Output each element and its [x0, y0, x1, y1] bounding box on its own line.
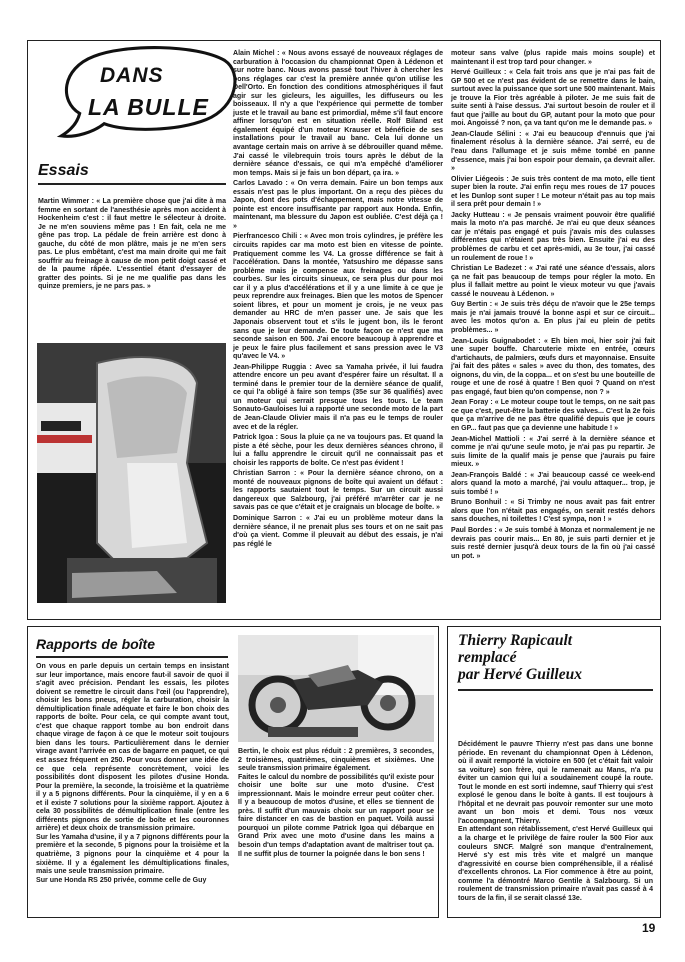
racing-boots-photo — [37, 343, 226, 603]
speech-bubble-icon — [52, 42, 238, 140]
paragraph: Christian Sarron : « Pour la dernière séance chrono, on a monté de nouveaux pignons de boîte qui avaient un défaut : les rapports sautaient tout le temps. Sur un circuit aussi dangereux que Salzbourg, j'ai préféré m'arrêter car je ne savais pas ce que c'était et je craignais un blocage de boîte. » — [233, 470, 443, 512]
paragraph: Jean-Michel Mattioli : « J'ai serré à la dernière séance et comme je n'ai qu'une seule moto, je n'ai pas pu repartir. Je suis limite de la qualif mais je pense que j'aurais pu faire mieux. » — [451, 435, 655, 469]
thierry-heading-line2: remplacé — [458, 649, 517, 666]
rapports-heading: Rapports de boîte — [36, 636, 156, 652]
paragraph: Pierfrancesco Chili : « Avec mon trois cylindres, je préfère les circuits rapides car ma moto est bien en vitesse de pointe. Pratiquement comme les V4. La grosse différence se fait à l'accélération. Dans la montée, Yatsushiro me dépasse sans problème mais je compense aux freinages ou dans les courbes. Sur les circuits sinueux, ce sera plus dur pour moi car il y a plus d'accélérations et il y a une limite à ce que je peux reprendre aux freinages. Bien que les motos de Spencer soient libres, et pour un moment je crois, je ne veux pas demander au HRC de m'en passer une. Je sais que les Japonais observent tout et s'ils le jugent bon, ils le feront sans que je leur demande. De toute façon ce n'est que ma seconde saison en 500. J'ai encore beaucoup à apprendre et je peux le faire plus facilement et sans pression avec le V3 qu'avec le V4. » — [233, 233, 443, 361]
motorcycle-photo — [238, 635, 434, 742]
paragraph: Dominique Sarron : « J'ai eu un problème moteur dans la dernière séance, il ne prenait plus ses tours et on ne sait pas d'où ça vient. Comme il pleuvait au début des essais, je n'ai pas réglé le — [233, 514, 443, 548]
column-1-text — [38, 198, 226, 294]
bubble-title-line1: DANS — [100, 64, 164, 87]
paragraph: Carlos Lavado : « On verra demain. Faire un bon temps aux essais n'est pas le plus important. On a reçu des pièces du Japon, dont des pots d'échappement, mais notre vitesse de pointe est encore insuffisante par rapport aux Honda. Enfin, maintenant, ma blessure du Japon est oubliée. C'est déjà ça ! » — [233, 180, 443, 230]
thierry-heading-line1: Thierry Rapicault — [458, 632, 573, 649]
heading-rule — [36, 656, 228, 658]
paragraph: moteur sans valve (plus rapide mais moins souple) et maintenant il est trop tard pour changer. » — [451, 50, 655, 66]
paragraph: Olivier Liégeois : Je suis très content de ma moto, elle tient super bien la route. J'ai enfin reçu mes roues de 17 pouces et les Dunlop sont super ! Le moteur n'était pas au top mais il sera prêt pour demain ! » — [451, 175, 655, 209]
paragraph: Paul Bordes : « Je suis tombé à Monza et normalement je ne devrais pas courir mais... En 80, je suis parti dernier et je suis resté dernier jusqu'à deux tours de la fin où j'ai cassé un pot. » — [451, 526, 655, 560]
section-heading-essais: Essais — [38, 162, 89, 179]
column-2-text — [233, 50, 443, 551]
paragraph: Jacky Hutteau : « Je pensais vraiment pouvoir être qualifié mais la moto n'a pas marché. Je n'ai eu que deux séances car je n'étais pas engagé et puis j'avais mis des culasses différentes qui n'étaient pas très bien. Ensuite j'ai eu des problèmes de carbu et cet après-midi, au 3e tour, j'ai cassé un roulement de roue ! » — [451, 211, 655, 262]
paragraph: Christian Le Badezet : « J'ai raté une séance d'essais, alors ça ne fait pas beaucoup de temps pour régler la moto. En plus il fallait mettre au point le vieux moteur vu que j'avais cassé le nouveau à Lédenon. » — [451, 265, 655, 298]
rapports-text-col1: On vous en parle depuis un certain temps en insistant sur leur importance, mais encore faut-il savoir de quoi il s'agit avec précision. Pendant les essais, les pilotes doivent se remettre le circuit dans l'œil (ou l'apprendre), choisir les bons pneus, régler la carburation, choisir la démultiplication finale adéquate et faire le bon choix des rapports de boîte. Pour cela, ce qui compte avant tout, c'est que chaque rapport tombe au bon endroit dans chaque virage de façon à ce que le moteur soit toujours bien dans les tours. Particulièrement dans le dernier virage avant l'arrivée en cas de bagarre en paquet, ce qui est assez fréquent en 250. Pour vous donner une idée de ce que cela représente concrètement, voici les possibilités dont disposent les pilotes d'usine Honda. Pour la première, la seconde, la troisième et la quatrième il y a 5 pignons différents. Pour la cinquième, il y en a 6 et il existe 7 solutions pour la sixième rapport. Ajoutez à cela 30 possibilités de démultiplication finale (entre les différents pignons de sortie de boîte et les couronnes arrière) et deux choix de transmission primaire. Sur les Yamaha d'usine, il y a 7 pignons différents pour la première et la seconde, 5 pignons pour la troisième et la quatrième, 3 pignons pour la cinquième et 4 pour la sixième. Il y a également les démultiplications finales, mais une seule transmission primaire. Sur une Honda RS 250 privée, comme celle de Guy — [36, 663, 229, 884]
paragraph: Jean-Louis Guignabodet : « Eh bien moi, hier soir j'ai fait une super bouffe. Charcuterie mixte en entrée, cœurs d'artichauts, de palmiers, œufs durs et mayonnaise. Ensuite j'ai fait des pâtes « sales » avec du thon, des tomates, des oignons, du vin, de la coppa... et on s'est bu une bouteille de rouge et une de rosé à quatre ! Ben quoi ? Quand on n'est pas engagé, faut bien qu'on compense, non ? » — [451, 337, 655, 396]
paragraph: Jean Foray : « Le moteur coupe tout le temps, on ne sait pas ce que c'est, peut-être la batterie des valves... C'est la 2e fois que ça m'arrive de ne pas être qualifié depuis que je cours en GP... faut pas que ça devienne une habitude ! » — [451, 399, 655, 432]
heading-rule — [38, 183, 226, 185]
paragraph: Martin Wimmer : « La première chose que j'ai dite à ma femme en sortant de l'anesthésie après mon accident à Hockenheim c'est : il faut mettre le sélecteur à droite. Je ne m'en souviens même pas ! En fait, cela ne me gêne pas trop. La pédale de frein arrière est donc à gauche, du côté de mon plâtre, mais je ne m'en sers pas. Le plus embêtant, c'est ma main droite qui me fait souffrir au freinage à cause de mon petit doigt cassé et de la paume râpée. L'essentiel étant d'essayer de gratter des points. Si je ne me qualifie pas dans les quinze premiers, je ne pars pas. » — [38, 198, 226, 291]
paragraph: Patrick Igoa : Sous la pluie ça ne va toujours pas. Et quand la piste a été sèche, pour les deux dernières séances chrono, il lui a fallu apprendre le circuit qu'il ne connaissait pas et choisir les rapports de boîte. Ce n'est pas évident ! — [233, 434, 443, 467]
paragraph: Guy Bertin : « Je suis très déçu de n'avoir que le 25e temps mais je n'ai jamais trouvé la bonne aspi et sur ce circuit... avec les motos qu'on a. En plus j'ai eu plein de petits problèmes... » — [451, 301, 655, 334]
paragraph: Alain Michel : « Nous avons essayé de nouveaux réglages de carburation à l'occasion du championnat Open à Lédenon et sur notre banc. Nous avons passé tout l'hiver à chercher les bons réglages car c'est la première année qu'on utilise les Dell'Orto. En fonction des conditions atmosphériques il faut agir sur les gicleurs, les aiguilles, les diffuseurs ou les boisseaux. Il n'y a que l'expérience qui permette de tomber juste et le travail au banc est primordial, même s'il faut encore affiner lorsqu'on est en situation réelle. Rolf Biland est également équipé d'un moteur Krauser et bénéficie de ses installations pour le travail au banc. Cela lui donne un avantage certain mais on arrive à se débrouiller quand même. J'ai cassé le vilebrequin trois tours après le début de la dernière séance d'essais, ce qui m'a empêché d'améliorer mon temps. Mais si je fais un bon départ, ça ira. » — [233, 50, 443, 177]
bubble-title-line2: LA BULLE — [88, 94, 209, 120]
thierry-heading — [458, 632, 653, 683]
thierry-heading-line3: par Hervé Guilleux — [458, 666, 582, 683]
column-3-text — [451, 50, 655, 563]
paragraph: Jean-Claude Sélini : « J'ai eu beaucoup d'ennuis que j'ai finalement résolus à la dernière séance. J'ai serré, eu de l'eau dans l'allumage et je suis même tombé en panne d'essence, mais j'ai bon espoir pour demain, ça devrait aller. » — [451, 130, 655, 173]
paragraph: Hervé Guilleux : « Cela fait trois ans que je n'ai pas fait de GP 500 et ce n'est pas évident de se remettre dans le bain, surtout avec la puissance que sort une 500 maintenant. Mais je trouve la Fior très agréable à piloter. Je me suis fait de suite senti à l'aise dessus. J'ai surtout besoin de rouler et il faut que j'aille au bout du GP, autant pour la moto que pour moi. Angoissé ? non, ça va tant qu'on me le demande pas. » — [451, 69, 655, 128]
paragraph: Jean-Philippe Ruggia : Avec sa Yamaha privée, il lui faudra attendre encore un peu avant d'espérer faire un résultat. Il a terminé dans le premier tour de la dernière séance de qualif, ce qui l'a obligé à faire son temps (35e sur 36 qualifiés) avec un moteur qui serrait presque tous les tours. Le team Sonauto-Gauloises lui a rapporté une seconde moto de la part de Jean-Claude Olivier mais il n'a pas eu le temps de rouler avec et de la régler. — [233, 363, 443, 431]
paragraph: Bruno Bonhuil : « Si Trimby ne nous avait pas fait entrer alors que l'on n'était pas engagés, on serait restés dehors sans douches, ni toilettes ! C'est sympa, non ! » — [451, 499, 655, 524]
page-number: 19 — [642, 921, 656, 935]
heading-rule — [458, 689, 653, 691]
rapports-text-col2: Bertin, le choix est plus réduit : 2 premières, 3 secondes, 2 troisièmes, quatrièmes, cinquièmes et sixièmes. Une seule transmission primaire également. Faites le calcul du nombre de possibilités qu'il existe pour choisir une boîte sur une moto d'usine. C'est impressionnant. Mais le moindre erreur peut coûter cher. Il y a beaucoup de motos d'usine, et elles se tiennent de près. Il suffit d'un mauvais choix sur un rapport pour se faire distancer en cas de bastion en paquet. Voilà aussi pourquoi un pilote comme Patrick Igoa qui débarque en Grand Prix avec une moto d'usine dans les mains a besoin d'un temps d'adaptation avant de maîtriser tout ça. Il ne suffit plus de tourner la poignée dans le bon sens ! — [238, 748, 434, 858]
paragraph: Jean-François Baldé : « J'ai beaucoup cassé ce week-end alors quand la moto a marché, j'ai voulu attaquer... trop, je suis tombé ! » — [451, 471, 655, 496]
thierry-text: Décidément le pauvre Thierry n'est pas dans une bonne période. En revenant du championnat Open à Lédenon, où il avait remporté la victoire en 500 (et c'était fait valoir sa voiture) son frère, qui le ramenait au Mans, n'a pu éviter un camion qui lui a soudainement coupé la route. Tout le monde en est sorti indemne, sauf Thierry qui s'est explosé le genou dans le boîte à gants. Il est toujours à l'hôpital et ne devrait pas pouvoir remonter sur une moto avant un bon mois et demi. Tous nos vœux l'accompagnent, Thierry. En attendant son rétablissement, c'est Hervé Guilleux qui a la charge et le privilège de faire rouler la 500 Fior aux couleurs SNCF. Malgré son manque d'entraînement, Hervé s'y est mis très vite et malgré un manque d'agressivité en course bien compréhensible, il a réalisé d'excellents chronos. La Fior commence à être au point, comme l'a démontré Marco Gentile à Salzbourg. Si un roulement de transmission primaire n'avait pas cassé à 4 tours de la fin, il se serait classé 13e. — [458, 741, 653, 902]
